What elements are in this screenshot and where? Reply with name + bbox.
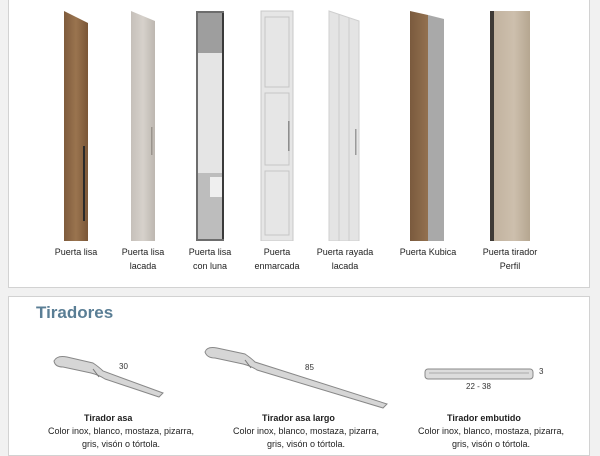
handle-desc-line1: Color inox, blanco, mostaza, pizarra, bbox=[232, 426, 380, 436]
door-label-line2: Perfil bbox=[499, 261, 521, 271]
handle-desc-line2: gris, visón o tórtola. bbox=[266, 439, 346, 449]
door-label-line1: Puerta tirador bbox=[482, 247, 538, 257]
door-label-line2: lacada bbox=[129, 261, 157, 271]
handle-description bbox=[221, 425, 391, 451]
door-option-puerta-rayada-lacada[interactable] bbox=[300, 9, 390, 273]
door-label-line1: Puerta lisa bbox=[121, 247, 165, 257]
handles-panel bbox=[8, 296, 590, 456]
door-label-line1: Puerta lisa bbox=[188, 247, 232, 257]
handle-description bbox=[406, 425, 576, 451]
handle-option-tirador-asa[interactable] bbox=[49, 347, 179, 407]
door-option-puerta-kubica[interactable] bbox=[383, 9, 473, 259]
door-option-puerta-tirador-perfil[interactable] bbox=[465, 9, 555, 273]
door-label-line1: Puerta bbox=[263, 247, 291, 257]
door-label-line2: enmarcada bbox=[254, 261, 300, 271]
handle-name: Tirador asa bbox=[84, 413, 133, 423]
handle-desc-line1: Color inox, blanco, mostaza, pizarra, bbox=[417, 426, 565, 436]
dimension-range-label: 22 - 38 bbox=[466, 382, 491, 391]
door-puerta-rayada-lacada-image bbox=[315, 9, 375, 241]
door-label-line1: Puerta rayada bbox=[316, 247, 374, 257]
handle-tirador-asa-image bbox=[49, 347, 179, 407]
handle-tirador-embutido-image bbox=[421, 359, 551, 399]
handle-option-tirador-asa-largo[interactable] bbox=[201, 342, 391, 412]
door-puerta-tirador-perfil-image bbox=[480, 9, 540, 241]
handle-desc-line2: gris, visón o tórtola. bbox=[451, 439, 531, 449]
dimension-label: 3 bbox=[539, 367, 544, 376]
handle-tirador-asa-largo-image bbox=[201, 342, 391, 412]
handle-option-tirador-embutido[interactable] bbox=[421, 359, 551, 399]
dimension-label: 30 bbox=[119, 362, 128, 371]
handle-desc-line1: Color inox, blanco, mostaza, pizarra, bbox=[47, 426, 195, 436]
door-label-line2: con luna bbox=[192, 261, 228, 271]
door-label-line1: Puerta Kubica bbox=[399, 247, 457, 257]
dimension-label: 85 bbox=[305, 363, 314, 372]
section-title: Tiradores bbox=[36, 303, 114, 322]
door-label-line2: lacada bbox=[331, 261, 359, 271]
door-puerta-enmarcada-image bbox=[247, 9, 307, 241]
door-label-line1: Puerta lisa bbox=[54, 247, 98, 257]
handle-description bbox=[36, 425, 206, 451]
handle-name: Tirador embutido bbox=[447, 413, 521, 423]
door-puerta-lisa-con-luna-image bbox=[180, 9, 240, 241]
door-types-panel bbox=[8, 0, 590, 288]
handle-name: Tirador asa largo bbox=[262, 413, 335, 423]
handle-desc-line2: gris, visón o tórtola. bbox=[81, 439, 161, 449]
door-puerta-lisa-lacada-image bbox=[113, 9, 173, 241]
door-puerta-lisa-image bbox=[46, 9, 106, 241]
door-puerta-kubica-image bbox=[398, 9, 458, 241]
